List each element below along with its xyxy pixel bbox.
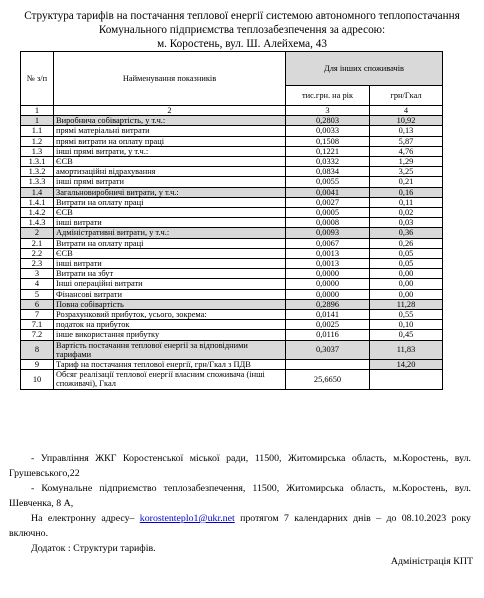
row-value-tis: 25,6650 [286, 370, 370, 389]
row-value-tis: 0,0000 [286, 279, 370, 289]
row-value-grn: 0,02 [370, 208, 443, 218]
row-num: 7.1 [21, 320, 54, 330]
header-col2: грн/Гкал [370, 86, 443, 106]
row-value-grn: 0,55 [370, 310, 443, 320]
row-name: інше використання прибутку [54, 330, 286, 340]
table-row [21, 310, 443, 320]
table-row [21, 269, 443, 279]
row-value-tis [286, 360, 370, 370]
table-row [21, 320, 443, 330]
row-value-tis: 0,1221 [286, 146, 370, 156]
row-value-tis: 0,0067 [286, 238, 370, 248]
row-value-tis: 0,0025 [286, 320, 370, 330]
row-name: ЄСВ [54, 248, 286, 258]
table-row [21, 157, 443, 167]
row-num: 1.4.3 [21, 218, 54, 228]
table-row [21, 370, 443, 389]
title-line-3: м. Коростень, вул. Ш. Алейхема, 43 [157, 38, 327, 50]
row-value-tis: 0,0041 [286, 187, 370, 197]
row-num: 1.4.2 [21, 208, 54, 218]
row-name: Тариф на постачання теплової енергії, грн/Гкал з ПДВ [54, 360, 286, 370]
table-row [21, 146, 443, 156]
row-name: ЄСВ [54, 157, 286, 167]
row-name: Обсяг реалізації теплової енергії власним споживача (інші споживачі), Гкал [54, 370, 286, 389]
row-name: ЄСВ [54, 208, 286, 218]
table-row [21, 167, 443, 177]
row-num: 1.4 [21, 187, 54, 197]
row-num: 2 [21, 228, 54, 238]
header-group: Для інших споживачів [286, 52, 443, 86]
table-row [21, 238, 443, 248]
row-value-tis: 0,0000 [286, 269, 370, 279]
row-value-grn: 3,25 [370, 167, 443, 177]
row-name: інші витрати [54, 259, 286, 269]
row-value-grn: 11,83 [370, 340, 443, 359]
tariff-table [20, 51, 443, 390]
row-value-tis: 0,3037 [286, 340, 370, 359]
row-name: Розрахунковий прибуток, усього, зокрема: [54, 310, 286, 320]
table-row [21, 279, 443, 289]
row-value-grn: 1,29 [370, 157, 443, 167]
row-num: 7 [21, 310, 54, 320]
row-num: 2.2 [21, 248, 54, 258]
table-row [21, 289, 443, 299]
row-name: амортизаційні відрахування [54, 167, 286, 177]
header-name: Найменування показників [54, 52, 286, 106]
row-num: 1.3.2 [21, 167, 54, 177]
note-attachment: Додаток : Структури тарифів. [31, 543, 156, 554]
row-num: 4 [21, 279, 54, 289]
row-num: 9 [21, 360, 54, 370]
email-link[interactable]: korostenteplo1@ukr.net [139, 513, 235, 524]
row-name: прямі витрати на оплату праці [54, 136, 286, 146]
row-num: 3 [21, 269, 54, 279]
table-row [21, 208, 443, 218]
row-value-tis: 0,0013 [286, 259, 370, 269]
row-value-tis: 0,0027 [286, 197, 370, 207]
table-row [21, 136, 443, 146]
title-line-2: Комунального підприємства теплозабезпечення за адресою: [98, 24, 386, 36]
row-num: 1.1 [21, 126, 54, 136]
index-cell: 1 [21, 106, 54, 116]
note-email [9, 511, 471, 541]
row-value-grn: 0,36 [370, 228, 443, 238]
row-num: 5 [21, 289, 54, 299]
row-num: 1.3.1 [21, 157, 54, 167]
row-value-grn: 0,05 [370, 248, 443, 258]
index-cell: 4 [370, 106, 443, 116]
note-email-after: протягом 7 календарних днів – до 08.10.2023 року включно. [9, 513, 471, 539]
row-value-grn: 5,87 [370, 136, 443, 146]
row-num: 1 [21, 116, 54, 126]
table-row [21, 177, 443, 187]
row-value-grn: 0,16 [370, 187, 443, 197]
table-row [21, 228, 443, 238]
document-title [0, 9, 484, 51]
table-row [21, 340, 443, 359]
header-col1: тис.грн. на рік [286, 86, 370, 106]
row-value-tis: 0,0055 [286, 177, 370, 187]
notes-block [9, 451, 471, 556]
row-name: Загальновиробничі витрати, у т.ч.: [54, 187, 286, 197]
row-value-tis: 0,0141 [286, 310, 370, 320]
row-name: Виробнича собівартість, у т.ч.: [54, 116, 286, 126]
row-value-tis: 0,2896 [286, 299, 370, 309]
row-name: інші витрати [54, 218, 286, 228]
table-row [21, 259, 443, 269]
row-num: 2.1 [21, 238, 54, 248]
row-name: Інші операційні витрати [54, 279, 286, 289]
row-value-grn: 0,11 [370, 197, 443, 207]
row-value-grn: 0,10 [370, 320, 443, 330]
row-name: податок на прибуток [54, 320, 286, 330]
row-num: 1.4.1 [21, 197, 54, 207]
row-value-grn [370, 370, 443, 389]
row-value-grn: 0,03 [370, 218, 443, 228]
row-name: прямі матеріальні витрати [54, 126, 286, 136]
table-row [21, 116, 443, 126]
note-recipient-1: - Управління ЖКГ Коростенської міської ради, 11500, Житомирська область, м.Коростень, вул. Грушевського,22 [9, 453, 471, 479]
row-num: 1.2 [21, 136, 54, 146]
row-name: Витрати на оплату праці [54, 238, 286, 248]
table-body [21, 116, 443, 389]
note-email-before: На електронну адресу– [31, 513, 140, 524]
table-row [21, 218, 443, 228]
row-value-grn: 14,20 [370, 360, 443, 370]
row-value-grn: 0,00 [370, 279, 443, 289]
row-num: 6 [21, 299, 54, 309]
title-line-1: Структура тарифів на постачання теплової енергії системою автономного теплопостачання [24, 10, 460, 22]
table-row [21, 360, 443, 370]
row-value-grn: 0,13 [370, 126, 443, 136]
row-value-grn: 11,28 [370, 299, 443, 309]
row-value-tis: 0,0093 [286, 228, 370, 238]
row-value-grn: 0,00 [370, 289, 443, 299]
row-num: 1.3.3 [21, 177, 54, 187]
row-value-tis: 0,1508 [286, 136, 370, 146]
table-row [21, 126, 443, 136]
row-value-tis: 0,0008 [286, 218, 370, 228]
row-num: 1.3 [21, 146, 54, 156]
index-row [21, 106, 443, 116]
row-name: Фінансові витрати [54, 289, 286, 299]
row-name: Повна собівартість [54, 299, 286, 309]
row-num: 10 [21, 370, 54, 389]
table-row [21, 248, 443, 258]
table-row [21, 187, 443, 197]
signature: Адміністрація КПТ [390, 556, 473, 567]
row-value-tis: 0,0834 [286, 167, 370, 177]
table-row [21, 197, 443, 207]
row-value-tis: 0,0116 [286, 330, 370, 340]
row-name: Вартість постачання теплової енергії за відповідними тарифами [54, 340, 286, 359]
row-value-grn: 0,26 [370, 238, 443, 248]
row-value-tis: 0,0033 [286, 126, 370, 136]
header-num: № з/п [21, 52, 54, 106]
row-value-tis: 0,0000 [286, 289, 370, 299]
row-value-tis: 0,2803 [286, 116, 370, 126]
index-cell: 2 [54, 106, 286, 116]
row-name: інші прямі витрати, у т.ч.: [54, 146, 286, 156]
row-value-grn: 0,05 [370, 259, 443, 269]
row-value-grn: 10,92 [370, 116, 443, 126]
row-name: Адміністративні витрати, у т.ч.: [54, 228, 286, 238]
row-value-grn: 0,21 [370, 177, 443, 187]
row-value-tis: 0,0332 [286, 157, 370, 167]
row-num: 8 [21, 340, 54, 359]
row-value-grn: 0,45 [370, 330, 443, 340]
row-name: інші прямі витрати [54, 177, 286, 187]
note-recipient-2: - Комунальне підприємство теплозабезпечення, 11500, Житомирська область, м.Коростень, вул. Шевченка, 8 А, [9, 483, 471, 509]
row-name: Витрати на оплату праці [54, 197, 286, 207]
row-value-tis: 0,0005 [286, 208, 370, 218]
index-cell: 3 [286, 106, 370, 116]
row-value-grn: 0,00 [370, 269, 443, 279]
row-num: 2.3 [21, 259, 54, 269]
table-row [21, 330, 443, 340]
table-row [21, 299, 443, 309]
row-value-grn: 4,76 [370, 146, 443, 156]
row-value-tis: 0,0013 [286, 248, 370, 258]
row-name: Витрати на збут [54, 269, 286, 279]
row-num: 7.2 [21, 330, 54, 340]
